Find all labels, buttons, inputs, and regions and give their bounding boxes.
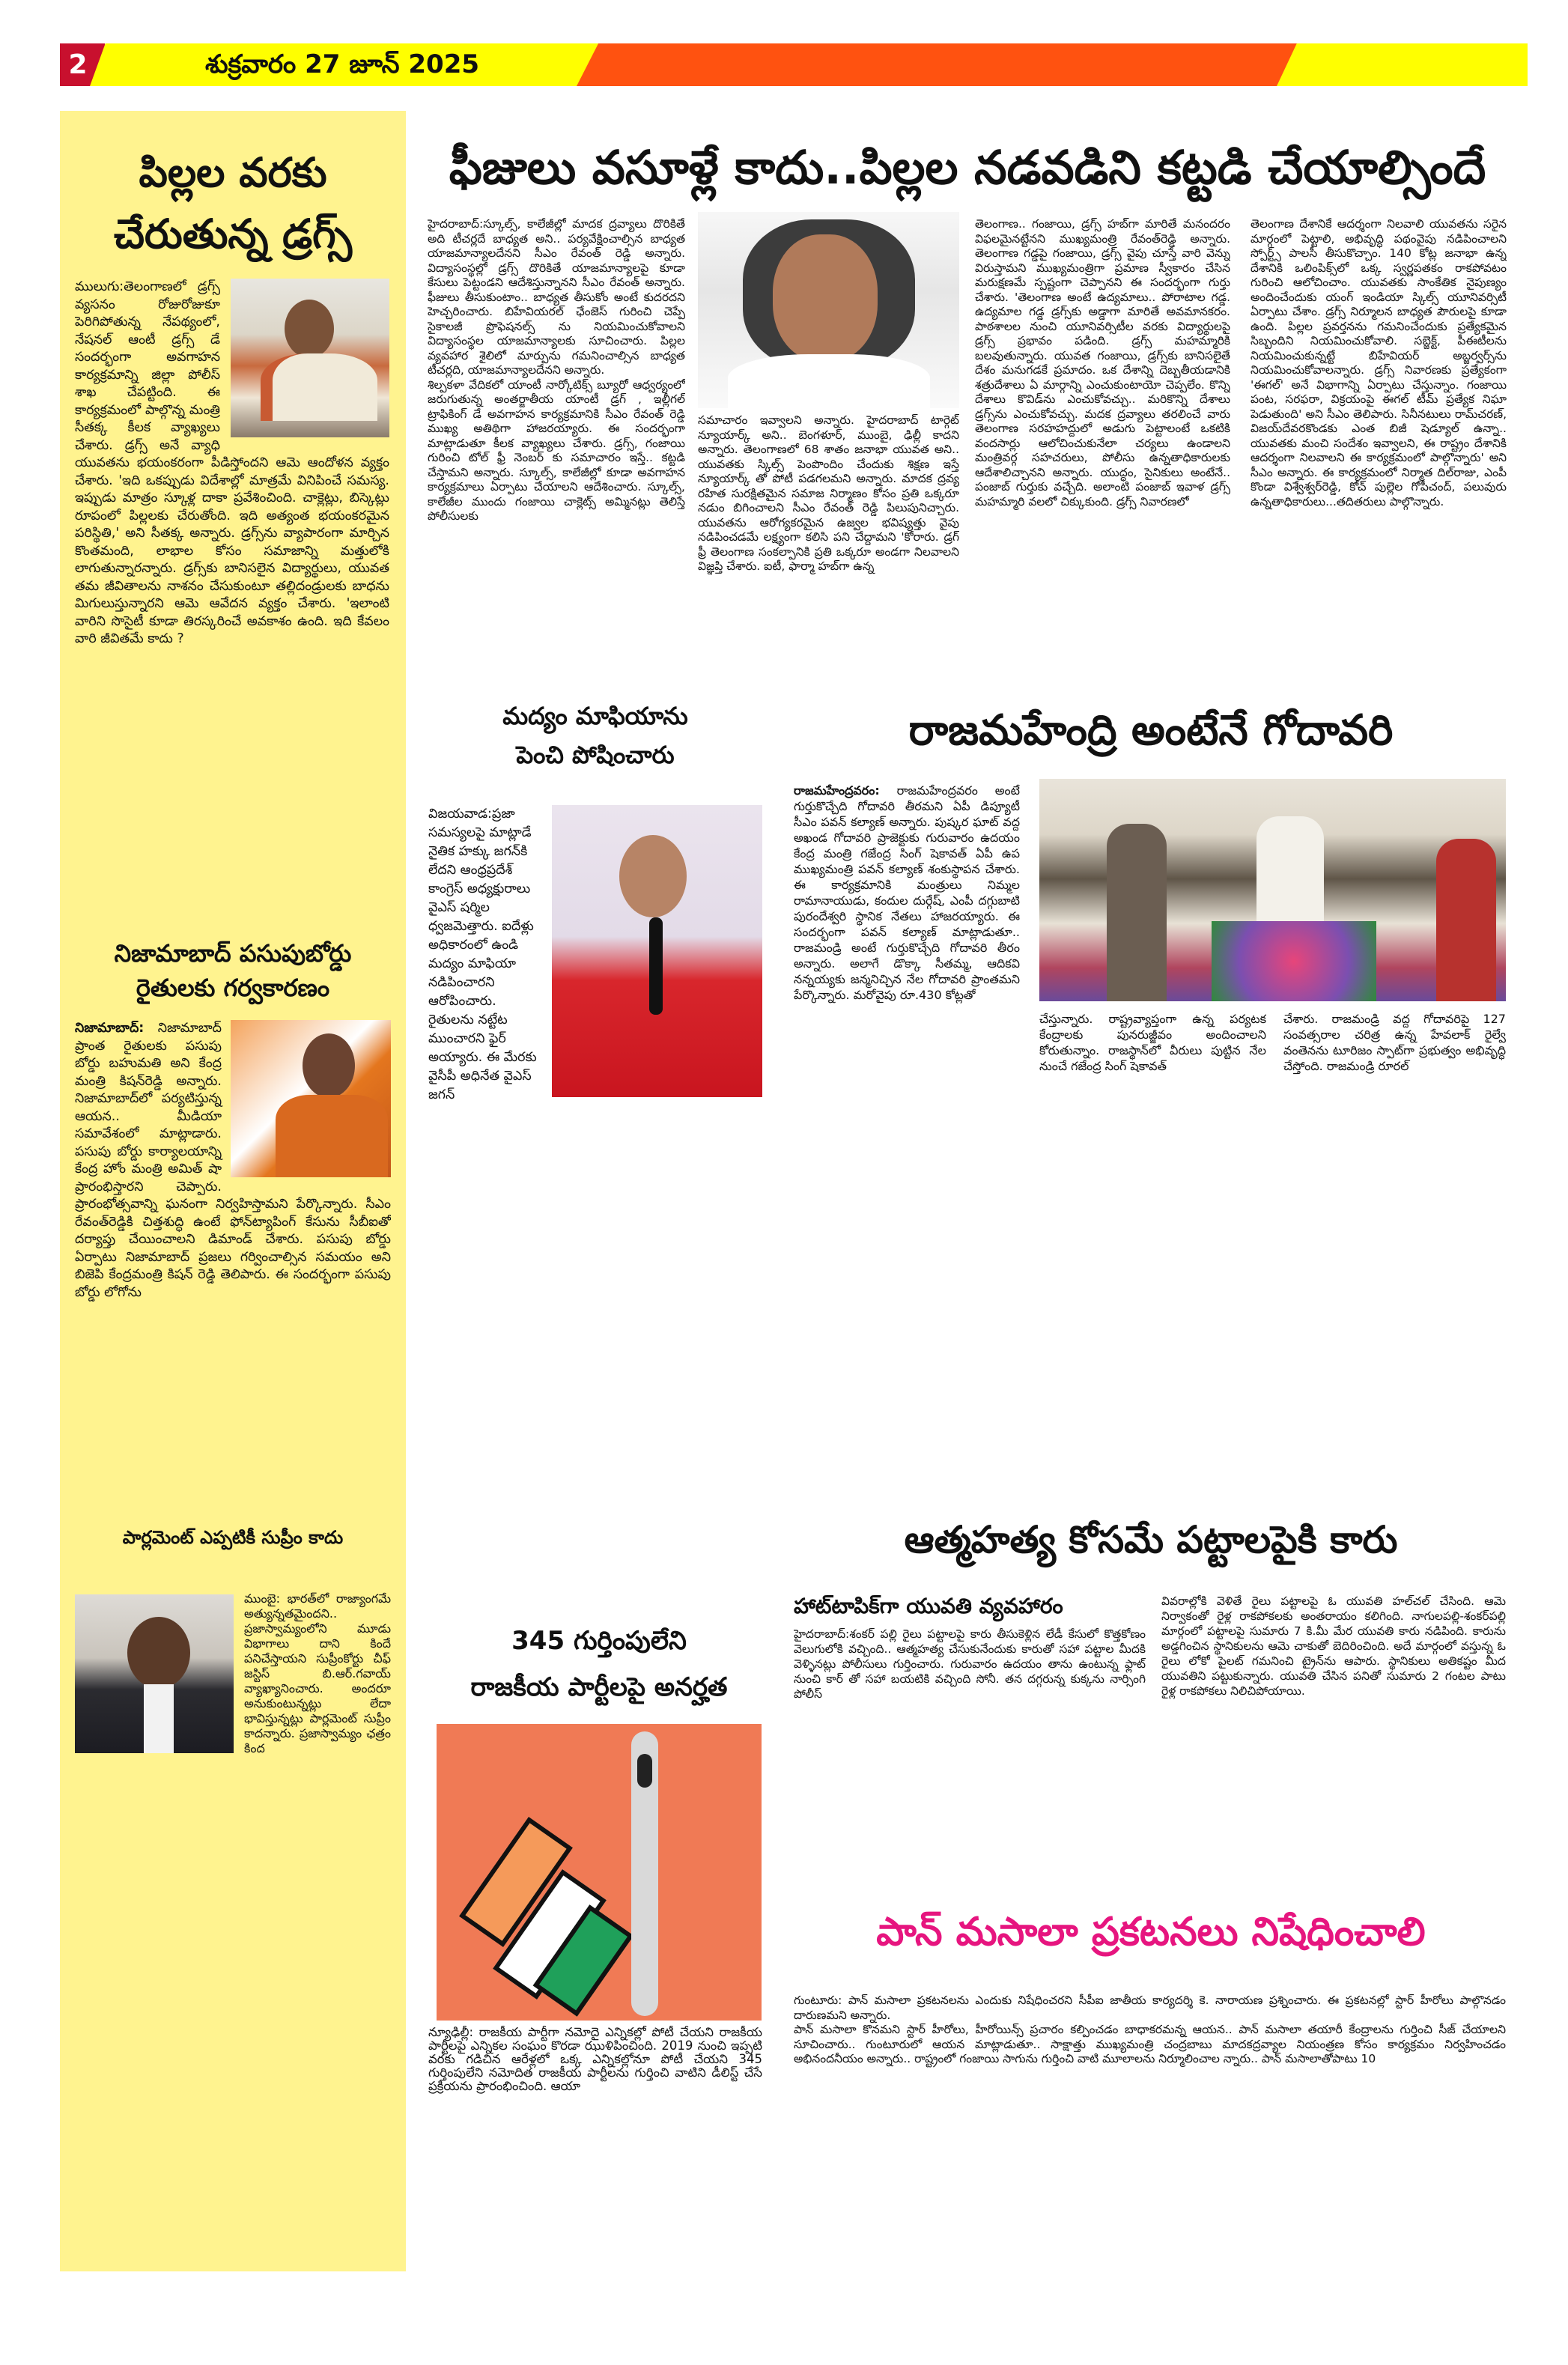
godavari-column-3 [1283, 1011, 1506, 1442]
pan-masala-body [794, 1994, 1506, 2271]
article-paragraph: చేశారు. రాజమండ్రి వద్ద గోదావరిపై 127 సంవత్సరాల చరిత్ర ఉన్న హేవలాక్ రైల్వే వంతెనను టూరిజం స్పాట్‌గా ప్రభుత్వం అభివృద్ధి చేస్తోంది. రాజమండ్రి రూరల్ [1283, 1012, 1506, 1073]
godavari-column-1 [794, 783, 1020, 1442]
article-paragraph: వివరాల్లోకి వెళితే రైలు పట్టాలపై ఓ యువతి హల్‌చల్ చేసింది. ఆమె నిర్వాకంతో రైళ్ల రాకపోకలకు అంతరాయం కలిగింది. నాగులపల్లి-శంకర్‌పల్లి మార్గంలో పట్టాలపై సుమారు 7 కి.మీ మేర యువతి కారు నడిపింది. కారును అడ్డగించిన స్థానికులను ఆమె చాకుతో బెదిరించింది. అదే మార్గంలో వస్తున్న ఓ రైలు లోకో పైలట్ గమనించి ట్రైన్‌ను ఆపారు. స్థానికులు అతికష్టం మీద యువతిని పట్టుకున్నారు. యువతి చేసిన పనితో సుమారు 2 గంటల పాటు రైళ్ల రాకపోకలు నిలిచిపోయాయి. [1161, 1594, 1506, 1698]
article-paragraph: విజయవాడ:ప్రజా సమస్యలపై మాట్లాడే నైతిక హక్కు జగన్‌కి లేదని ఆంధ్రప్రదేశ్ కాంగ్రెస్ అధ్యక్షురాలు వైఎస్ షర్మిల ధ్వజమెత్తారు. ఐదేళ్లు అధికారంలో ఉండి మద్యం మాఫియా నడిపించారని ఆరోపించారు. రైతులను నట్టేట ముంచారని ఫైర్ అయ్యారు. ఈ మేరకు వైసీపీ అధినేత వైఎస్ జగన్ [428, 807, 537, 1102]
liquor-mafia-body [428, 805, 762, 1584]
lead-story-column-3 [975, 217, 1230, 659]
photo-election-commission-graphic [437, 1724, 762, 2021]
headline-line: రాజకీయ పార్టీలపై అనర్హత [470, 1672, 728, 1702]
article-paragraph: తెలంగాణ.. గంజాయి, డ్రగ్స్ హబ్‌గా మారితే మనందరం విఫలమైనట్టేనని ముఖ్యమంత్రి రేవంత్‌రెడ్డి అన్నారు. తెలంగాణ గడ్డపై గంజాయి, డ్రగ్స్ వైపు చూస్తే వారి వెన్ను విరుస్తామని ముఖ్యమంత్రిగా ప్రమాణ స్వీకారం చేసిన మరుక్షణమే స్పష్టంగా చెప్పానని ఈ సందర్భంగా గుర్తు చేశారు. 'తెలంగాణ అంటే ఉద్యమాలు.. పోరాటాల గడ్డ. ఉద్యమాల గడ్డ డ్రగ్స్‌కు అడ్డాగా మారితే అవమానకరం. పాఠశాలల నుంచి యూనివర్సిటీల వరకు విద్యార్థులపై డ్రగ్స్ ప్రభావం పడింది. డ్రగ్స్ మహమ్మారికి బలవుతున్నారు. యువత గంజాయి, డ్రగ్స్‌కు బానిసలైతే దేశం మనుగడకే ప్రమాదం. ఒక దేశాన్ని దెబ్బతీయడానికి శత్రుదేశాలు ఏ మార్గాన్ని ఎంచుకుంటాయో చెప్పలేం. కొన్ని దేశాలు కొవిడ్‌ను ఎంచుకోవచ్చు.. మరికొన్ని దేశాలు డ్రగ్స్‌ను ఎంచుకోవచ్చు. మదక ద్రవ్యాలు తరలించే వారు తెలంగాణ సరహహద్దులో అడుగు పెట్టాలంటే ఒకటికి వందసార్లు ఆలోచించుకునేలా చర్యలు ఉండాలని మంత్రివర్గ సహచరులు, పోలీసు ఉన్నతాధికారులకు ఆదేశాలిచ్చానని అన్నారు. యుద్ధం, సైనికులు అంటేనే.. పంజాబ్ గుర్తుకు వచ్చేది. అలాంటి పంజాబ్ ఇవాళ డ్రగ్స్ మహమ్మారి వలలో చిక్కుకుంది. డ్రగ్స్ నివారణలో [975, 217, 1230, 508]
lead-story-column-4 [1251, 217, 1507, 659]
article-paragraph: సమాచారం ఇవ్వాలని అన్నారు. హైదరాబాద్ టార్గెట్ న్యూయార్క్ అని.. బెంగళూర్, ముంబై, ఢిల్లీ కాదని అన్నారు. తెలంగాణలో 68 శాతం జనాభా యువత అని.. యువతకు స్కిల్స్ పెంపొందిం చేందుకు శిక్షణ ఇస్తే న్యూయార్క్ తో పోటీ పడగలమని అన్నారు. మాదక ద్రవ్య రహిత సురక్షితమైన సమాజ నిర్మాణం కోసం ప్రతి ఒక్కరూ నడుం బిగించాలని సీఎం రేవంత్ రెడ్డి పిలుపునిచ్చారు. యువతను ఆరోగ్యకరమైన ఉజ్వల భవిష్యత్తు వైపు నడిపించడమే లక్ష్యంగా కలిసి పని చేద్దామని 'కోరారు. డ్రగ్ ఫ్రీ తెలంగాణ సంకల్పానికి ప్రతి ఒక్కరూ అండగా నిలవాలని విజ్ఞప్తి చేశారు. ఐటీ, ఫార్మా హబ్‌గా ఉన్న [698, 413, 959, 573]
liquor-mafia-headline [419, 696, 771, 774]
photo-kishan-reddy [231, 1020, 391, 1177]
headline-line: నిజామాబాద్ పసుపుబోర్డు [114, 939, 352, 968]
left-story-2-headline [60, 936, 406, 1005]
article-paragraph: నిజామాబాద్ ప్రాంత రైతులకు పసుపు బోర్డు బహుమతి అని కేంద్ర మంత్రి కిషన్‌రెడ్డి అన్నారు. నిజామాబాద్‌లో పర్యటిస్తున్న ఆయన.. మీడియా సమావేశంలో మాట్లాడారు. పసుపు బోర్డు కార్యాలయాన్ని కేంద్ర హోం మంత్రి అమిత్ షా ప్రారంభిస్తారని చెప్పారు. ప్రారంభోత్సవాన్ని ఘనంగా నిర్వహిస్తామని పేర్కొన్నారు. సీఎం రేవంత్‌రెడ్డికి చిత్తశుద్ధి ఉంటే ఫోన్‌ట్యాపింగ్ కేసును సీబీఐతో దర్యాప్తు చేయించాలని డిమాండ్ చేశారు. పసుపు బోర్డు ఏర్పాటు నిజామాబాద్ ప్రజలు గర్వించాల్సిన సమయం అని బిజెపి కేంద్రమంత్రి కిషన్ రెడ్డి తెలిపారు. ఈ సందర్భంగా పసుపు బోర్డు లోగోను [75, 1021, 391, 1300]
article-paragraph: తెలంగాణ దేశానికే ఆదర్శంగా నిలవాలి యువతను సరైన మార్గంలో పెట్టాలి, అభివృద్ధి పథంవైపు నడిపించాలని స్పోర్ట్స్ పాలసీ తీసుకొచ్చాం. 140 కోట్ల జనాభా ఉన్న దేశానికి ఒలింపిక్స్‌లో ఒక్క స్వర్ణపతకం రాకపోవటం గురించి ఆలోచించాం. యువతకు సాంకేతిక నైపుణ్యం అందించేందుకు యంగ్ ఇండియా స్కిల్స్ యూనివర్సిటీ ఏర్పాటు చేశాం. డ్రగ్స్ నిర్మూలన బాధ్యత పౌరులపై కూడా ఉంది. పిల్లల ప్రవర్తనను గమనించేందుకు ప్రత్యేకమైన సిబ్బందిని నియమించుకోవాలి. సబ్జెక్ట్, పీఈటీలను నియమించుకున్నట్టే బిహేవియర్ అబ్జర్వర్స్‌ను నియమించుకోవాలన్నారు. డ్రగ్స్ నివారణకు ప్రత్యేకంగా 'ఈగల్' అనే విభాగాన్ని ఏర్పాటు చేస్తున్నాం. గంజాయి పంట, సరఫరా, విక్రయంపై ఈగల్ టీమ్ ప్రత్యేక నిఘా పెడుతుంది' అని సీఎం తెలిపారు. సినీనటులు రామ్‌చరణ్, విజయ్‌దేవరకొండకు ఎంత బిజీ షెడ్యూల్ ఉన్నా.. యువతకు మంచి సందేశం ఇవ్వాలని, ఈ రాష్ట్రం దేశానికి ఆదర్శంగా నిలవాలని ఈ కార్యక్రమంలో పాల్గొన్నారు' అని సీఎం అన్నారు. ఈ కార్యక్రమంలో నిర్మాత దిల్‌రాజు, ఎంపీ కొండా విశ్వేశ్వర్‌రెడ్డి, కోచ్ పుల్లెల గోపీచంద్, పలువురు ఉన్నతాధికారులు...తదితరులు పాల్గొన్నారు. [1251, 217, 1507, 508]
left-story-1-body [75, 279, 389, 878]
godavari-headline: రాజమహేంద్రి అంటేనే గోదావరి [908, 706, 1394, 755]
godavari-column-2 [1039, 1011, 1266, 1442]
dateline: నిజామాబాద్: [75, 1021, 145, 1036]
header-orange-band [577, 43, 1303, 86]
parties-body [428, 2026, 762, 2269]
article-paragraph: రాజమహేంద్రవరం అంటే గుర్తుకొచ్చేది గోదావరి తీరమని ఏపీ డిప్యూటీ సీఎం పవన్ కల్యాణ్ అన్నారు. పుష్కర ఘాట్ వద్ద అఖండ గోదావరి ప్రాజెక్టుకు గురువారం ఉదయం కేంద్ర మంత్రి గజేంద్ర సింగ్ షెకావత్ ఏపీ ఉప ముఖ్యమంత్రి పవన్ కల్యాణ్ శంకుస్థాపన చేశారు. ఈ కార్యక్రమానికి మంత్రులు నిమ్మల రామానాయుడు, కందుల దుర్గేష్, ఎంపీ దగ్గుబాటి పురందేశ్వరి స్థానిక నేతలు హాజరయ్యారు. ఈ సందర్భంగా పవన్ కల్యాణ్ మాట్లాడుతూ.. రాజమండ్రి అంటే గుర్తుకొచ్చేది గోదావరి తీరం అన్నారు. అలాగే డొక్కా సీతమ్మ, ఆదికవి నన్నయ్యకు జన్మనిచ్చిన నేల గోదావరి ప్రాంతమని పేర్కొన్నారు. మరోవైపు రూ.430 కోట్లతో [794, 783, 1020, 1002]
article-paragraph: హైదరాబాద్:స్కూల్స్, కాలేజీల్లో మాదక ద్రవ్యాలు దొరికితే అది టీచర్లదే బాధ్యత అని.. పర్యవేక్షించాల్సిన బాధ్యత యాజమాన్యాలదేనని సీఎం రేవంత్ రెడ్డి అన్నారు. విద్యాసంస్థల్లో డ్రగ్స్ దొరికితే యాజమాన్యాలపై కూడా కేసులు పెట్టండని ఆదేశిస్తున్నానని సీఎం రేవంత్ అన్నారు. ఫీజులు తీసుకుంటాం.. బాధ్యత తీసుకోం అంటే కుదరదని హెచ్చరించారు. బిహేవియరల్ ఛేంజెస్ గురించి చెప్పే సైకాలజీ ప్రొఫెషనల్స్ ను నియమించుకోవాలని విద్యాసంస్థల యాజమాన్యాలకు సూచించారు. పిల్లల వ్యవహార శైలిలో మార్పును గమనించాల్సిన బాధ్యత టీచర్లది, యాజమాన్యాలదేనని అన్నారు. [428, 217, 685, 377]
headline-line: చేరుతున్న డ్రగ్స్ [113, 210, 352, 258]
article-paragraph: పాన్ మసాలా కొనమని స్టార్ హీరోలు, హీరోయిన్స్ ప్రచారం కల్పించడం బాధాకరమన్న ఆయన.. పాన్ మసాలా తయారీ కేంద్రాలను గుర్తించి సీజ్ చేయాలని సూచించారు.. గుంటూరులో ఆయన మాట్లాడుతూ.. సాక్షాత్తు ముఖ్యమంత్రి చంద్రబాబు మాదకద్రవ్యాల నియంత్రణ కోసం కార్యక్రమం నిర్వహించడం అభినందనీయం అన్నారు.. రాష్ట్రంలో గంజాయి సాగును గుర్తించి వాటి మూలాలను నిర్మూలించాల న్నారు.. పాన్ మసాలాతోపాటు 10 [794, 2023, 1506, 2065]
headline-line: 345 గుర్తింపులేని [511, 1626, 687, 1656]
article-paragraph: గుంటూరు: పాన్ మసాలా ప్రకటనలను ఎందుకు నిషేధించరని సీపీఐ జాతీయ కార్యదర్శి కె. నారాయణ ప్రశ్నించారు. ఈ ప్రకటనల్లో స్టార్ హీరోలు పాల్గొనడం దారుణమని అన్నారు. [794, 1994, 1506, 2022]
car-on-tracks-headline: ఆత్మహత్య కోసమే పట్టాలపైకి కారు [904, 1518, 1398, 1561]
article-paragraph: హైదరాబాద్:శంకర్ పల్లి రైలు పట్టాలపై కారు తీసుకెళ్లిన లేడీ కేసులో కొత్తకోణం వెలుగులోకి వచ్చింది.. ఆత్మహత్య చేసుకునేందుకు కారుతో సహా పట్టాల మీదకి వెళ్ళినట్లు పోలీసులు గుర్తించారు. గురువారం ఉదయం తాను ఉంటున్న ఫ్లాట్ నుంచి కార్ తో సహా బయటికి వచ్చింది సోనీ. తన దగ్గరున్న కుక్కను నార్సింగి పోలీస్ [794, 1627, 1146, 1701]
header-yellow-band-right [1277, 43, 1528, 86]
parties-headline [419, 1618, 779, 1710]
car-on-tracks-column-2 [1161, 1594, 1506, 1866]
headline-line: పిల్లల వరకు [139, 149, 327, 196]
dateline: రాజమహేంద్రవరం: [794, 783, 880, 798]
photo-godavari-project-launch [1039, 779, 1506, 1001]
page-number: 2 [68, 49, 88, 80]
car-on-tracks-subheadline: హాట్‌టాపిక్‌గా యువతి వ్యవహారం [794, 1594, 1063, 1618]
headline-line: మద్యం మాఫియాను [502, 702, 688, 730]
lead-story-column-2 [698, 413, 959, 659]
pan-masala-headline: పాన్ మసాలా ప్రకటనలు నిషేధించాలి [876, 1910, 1426, 1955]
issue-date: శుక్రవారం 27 జూన్ 2025 [205, 49, 480, 79]
lead-headline: ఫీజులు వసూళ్లే కాదు..పిల్లల నడవడిని కట్టడి చేయాల్సిందే [449, 140, 1486, 195]
photo-cm-revanth-reddy [698, 212, 959, 408]
left-story-3-headline: పార్లమెంట్ ఎప్పటికీ సుప్రీం కాదు [122, 1527, 344, 1548]
car-on-tracks-column-1 [794, 1627, 1146, 1866]
photo-ys-sharmila [552, 805, 762, 1097]
article-paragraph: ములుగు:తెలంగాణలో డ్రగ్స్ వ్యసనం రోజురోజుకూ పెరిగిపోతున్న నేపథ్యంలో, నేషనల్ ఆంటీ డ్రగ్స్ డే సందర్భంగా అవగాహన కార్యక్రమాన్ని జిల్లా పోలీస్ శాఖ చేపట్టింది. ఈ కార్యక్రమంలో పాల్గొన్న మంత్రి సీతక్క కీలక వ్యాఖ్యలు చేశారు. డ్రగ్స్ అనే వ్యాధి యువతను భయంకరంగా పీడిస్తోందని ఆమె ఆందోళన వ్యక్తం చేశారు. 'ఇది ఒకప్పుడు విదేశాల్లో మాత్రమే వినిపించే సమస్య. ఇప్పుడు మాత్రం స్కూళ్ల దాకా ప్రవేశించింది. చాక్లెట్లు, బిస్కెట్లు రూపంలో పిల్లలకు చేరుతోంది. ఇది అత్యంత భయంకరమైన పరిస్థితి,' అని సీతక్క అన్నారు. డ్రగ్స్‌ను వ్యాపారంగా మార్చిన కొంతమంది, లాభాల కోసం సమాజాన్ని మత్తులోకి లాగుతున్నారన్నారు. డ్రగ్స్‌కు బానిసలైన విద్యార్థులు, యువత తమ జీవితాలను నాశనం చేసుకుంటూ తల్లిదండ్రులకు బాధను మిగులుస్తున్నారని ఆమె ఆవేదన వ్యక్తం చేశారు. 'ఇలాంటి వారిని సొసైటీ కూడా తిరస్కరించే అవకాశం ఉంది. ఇది కేవలం వారి జీవితమే కాదు ? [75, 279, 389, 646]
article-paragraph: చేస్తున్నారు. రాష్ట్రవ్యాప్తంగా ఉన్న పర్యటక కేంద్రాలకు పునరుజ్జీవం అందించాలని కోరుతున్నాం. రాజస్థాన్‌లో వీరులు పుట్టిన నేల నుంచే గజేంద్ర సింగ్ షెకావత్ [1039, 1012, 1266, 1073]
headline-line: రైతులకు గర్వకారణం [136, 974, 330, 1002]
article-paragraph: ముంబై: భారత్‌లో రాజ్యాంగమే అత్యున్నతమైందని.. ప్రజాస్వామ్యంలోని మూడు విభాగాలు దాని కిందే పనిచేస్తాయని సుప్రీంకోర్టు చీఫ్ జస్టిస్ బి.ఆర్.గవాయ్ వ్యాఖ్యానించారు. అందరూ అనుకుంటున్నట్లు లేదా భావిస్తున్నట్లు పార్లమెంట్ సుప్రీం కాదన్నారు. ప్రజాస్వామ్యం ఛత్రం కింద [244, 1591, 391, 1755]
photo-chief-justice [75, 1594, 234, 1753]
lead-story-column-1 [428, 217, 685, 659]
headline-line: పెంచి పోషించారు [516, 741, 675, 769]
photo-minister-seethakka [231, 279, 389, 437]
left-story-3-body [75, 1591, 391, 2265]
article-paragraph: శిల్పకళా వేదికలో యాంటీ నార్కోటిక్స్ బ్యూరో ఆధ్వర్యంలో జరుగుతున్న అంతర్జాతీయ యాంటీ డ్రగ్ , ఇల్లీగల్ ట్రాఫికింగ్ డే అవగాహన కార్యక్రమానికి సీఎం రేవంత్ రెడ్డి ముఖ్య అతిథిగా హాజరయ్యారు. ఈ సందర్భంగా మాట్లాడుతూ కీలక వ్యాఖ్యలు చేశారు. డ్రగ్స్, గంజాయి గురించి టోల్ ఫ్రీ నెంబర్ కు సమాచారం ఇస్తే.. కట్టడి చేస్తామని అన్నారు. స్కూల్స్, కాలేజీల్లో కూడా అవగాహన కార్యక్రమాలు ఏర్పాటు చేయాలని ఆదేశించారు. స్కూల్స్, కాలేజీల ముందు గంజాయి చాక్లెట్స్ అమ్మినట్లు తెలిస్తే పోలీసులకు [428, 377, 685, 523]
left-story-2-body [75, 1020, 391, 1507]
left-story-1-headline [60, 142, 406, 265]
article-paragraph: న్యూఢిల్లీ: రాజకీయ పార్టీగా నమోదై ఎన్నికల్లో పోటీ చేయని రాజకీయ పార్టీలపై ఎన్నికల సంఘం కొరడా ఝుళిపించింది. 2019 నుంచి ఇప్పటి వరకు గడిచిన ఆరేళ్లలో ఒక్క ఎన్నికల్లోనూ పోటీ చేయని 345 గుర్తింపులేని నమోదిత రాజకీయ పార్టీలను గుర్తించి వాటిని డీలిస్ట్ చేసే ప్రక్రియను ప్రారంభించింది. ఆయా [428, 2026, 762, 2093]
